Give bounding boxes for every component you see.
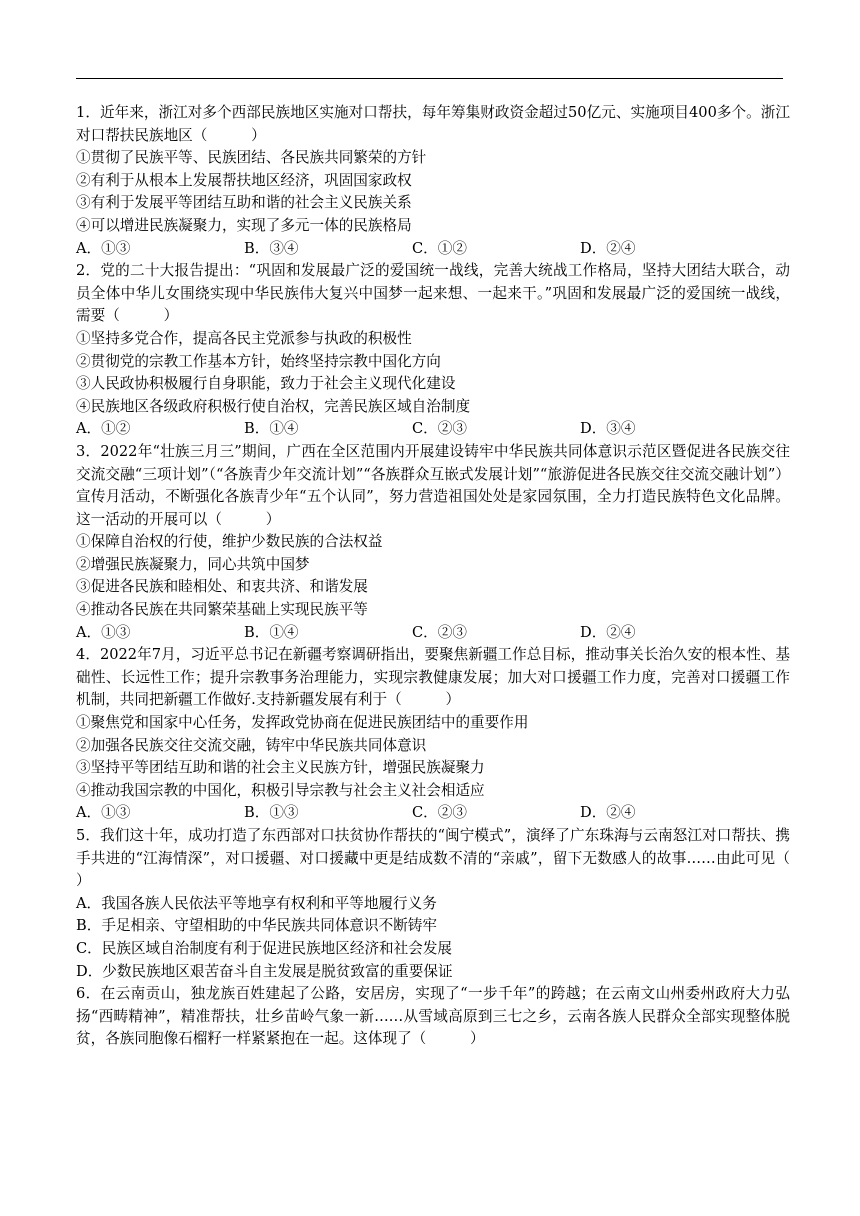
question-2 — [76, 260, 790, 441]
answer-choices — [76, 238, 790, 261]
statement-item: ①保障自治权的行使，维护少数民族的合法权益 — [76, 533, 383, 551]
statement-item: ③促进各民族和睦相处、和衷共济、和谐发展 — [76, 578, 368, 596]
statement-item: ①贯彻了民族平等、民族团结、各民族共同繁荣的方针 — [76, 149, 427, 167]
question-3 — [76, 441, 790, 644]
statement-item: ①聚焦党和国家中心任务，发挥政党协商在促进民族团结中的重要作用 — [76, 714, 529, 732]
choice-d[interactable]: D．③④ — [580, 420, 636, 438]
question-stem: 1．近年来，浙江对多个西部民族地区实施对口帮扶，每年筹集财政资金超过50亿元、实施项目400多个。浙江对口帮扶民族地区（ ） — [76, 104, 790, 144]
statement-item: ②贯彻党的宗教工作基本方针，始终坚持宗教中国化方向 — [76, 352, 441, 370]
header-rule — [76, 78, 783, 79]
question-stem: 3．2022年“壮族三月三”期间，广西在全区范围内开展建设铸牢中华民族共同体意识示范区暨促进各民族交往交流交融“三项计划”（“各族青少年交流计划”“各族群众互嵌式发展计划”“旅游促进各民族交往交流交融计划”）宣传月活动，不断强化各族青少年“五个认同”，努力营造祖国处处是家园氛围，全力打造民族特色文化品牌。这一活动的开展可以（ ） — [76, 442, 790, 528]
choice-a[interactable]: A．①② — [76, 420, 131, 438]
choice-b[interactable]: B．①④ — [244, 623, 299, 641]
statement-item: ④推动我国宗教的中国化，积极引导宗教与社会主义社会相适应 — [76, 781, 485, 799]
choice-d[interactable]: D．少数民族地区艰苦奋斗自主发展是脱贫致富的重要保证 — [76, 962, 453, 980]
question-stem: 2．党的二十大报告提出：“巩固和发展最广泛的爱国统一战线，完善大统战工作格局，坚持大团结大联合，动员全体中华儿女围绕实现中华民族伟大复兴中国梦一起来想、一起来干。”巩固和发展最广泛的爱国统一战线，需要（ ） — [76, 262, 790, 325]
answer-choices — [76, 418, 790, 441]
choice-d[interactable]: D．②④ — [580, 239, 636, 257]
statement-item: ①坚持多党合作，提高各民主党派参与执政的积极性 — [76, 329, 412, 347]
choice-a[interactable]: A．①③ — [76, 804, 131, 822]
choice-b[interactable]: B．①④ — [244, 420, 299, 438]
choice-d[interactable]: D．②④ — [580, 804, 636, 822]
statement-item: ②有利于从根本上发展帮扶地区经济，巩固国家政权 — [76, 171, 412, 189]
choice-d[interactable]: D．②④ — [580, 623, 636, 641]
choice-c[interactable]: C．①② — [412, 239, 467, 257]
statement-item: ③有利于发展平等团结互助和谐的社会主义民族关系 — [76, 194, 412, 212]
statement-item: ④推动各民族在共同繁荣基础上实现民族平等 — [76, 601, 368, 619]
choice-c[interactable]: C．民族区域自治制度有利于促进民族地区经济和社会发展 — [76, 939, 453, 957]
statement-item: ③坚持平等团结互助和谐的社会主义民族方针，增强民族凝聚力 — [76, 759, 485, 777]
statement-item: ②加强各民族交往交流交融，铸牢中华民族共同体意识 — [76, 736, 427, 754]
statement-item: ④可以增进民族凝聚力，实现了多元一体的民族格局 — [76, 216, 412, 234]
choice-c[interactable]: C．②③ — [412, 623, 467, 641]
statement-item: ④民族地区各级政府积极行使自治权，完善民族区域自治制度 — [76, 397, 471, 415]
question-4 — [76, 644, 790, 825]
choice-a[interactable]: A．①③ — [76, 623, 131, 641]
choice-c[interactable]: C．②③ — [412, 804, 467, 822]
statement-item: ③人民政协积极履行自身职能，致力于社会主义现代化建设 — [76, 375, 456, 393]
question-5 — [76, 825, 834, 983]
question-stem: 6．在云南贡山，独龙族百姓建起了公路，安居房，实现了“一步千年”的跨越；在云南文山州委州政府大力弘扬“西畴精神”，精准帮扶，壮乡苗岭气象一新……从雪域高原到三七之乡，云南各族人民群众全部实现整体脱贫，各族同胞像石榴籽一样紧紧抱在一起。这体现了（ ） — [76, 985, 790, 1048]
choice-c[interactable]: C．②③ — [412, 420, 467, 438]
choice-b[interactable]: B．手足相亲、守望相助的中华民族共同体意识不断铸牢 — [76, 917, 437, 935]
question-1 — [76, 102, 790, 260]
choice-a[interactable]: A．我国各族人民依法平等地享有权利和平等地履行义务 — [76, 894, 437, 912]
answer-choices — [76, 622, 790, 645]
choice-a[interactable]: A．①③ — [76, 239, 131, 257]
choice-b[interactable]: B．①③ — [244, 804, 299, 822]
question-list — [76, 102, 834, 1051]
question-stem: 4．2022年7月，习近平总书记在新疆考察调研指出，要聚焦新疆工作总目标，推动事关长治久安的根本性、基础性、长远性工作；提升宗教事务治理能力，实现宗教健康发展；加大对口援疆工作力度，完善对口援疆工作机制，共同把新疆工作做好.支持新疆发展有利于（ ） — [76, 646, 790, 709]
question-6 — [76, 983, 790, 1051]
statement-item: ②增强民族凝聚力，同心共筑中国梦 — [76, 555, 310, 573]
choice-b[interactable]: B．③④ — [244, 239, 299, 257]
question-stem: 5．我们这十年，成功打造了东西部对口扶贫协作帮扶的“闽宁模式”，演绎了广东珠海与云南怒江对口帮扶、携手共进的“江海情深”，对口援疆、对口援藏中更是结成数不清的“亲戚”，留下无数感人的故事……由此可见（ ） — [76, 827, 834, 890]
answer-choices — [76, 802, 790, 825]
